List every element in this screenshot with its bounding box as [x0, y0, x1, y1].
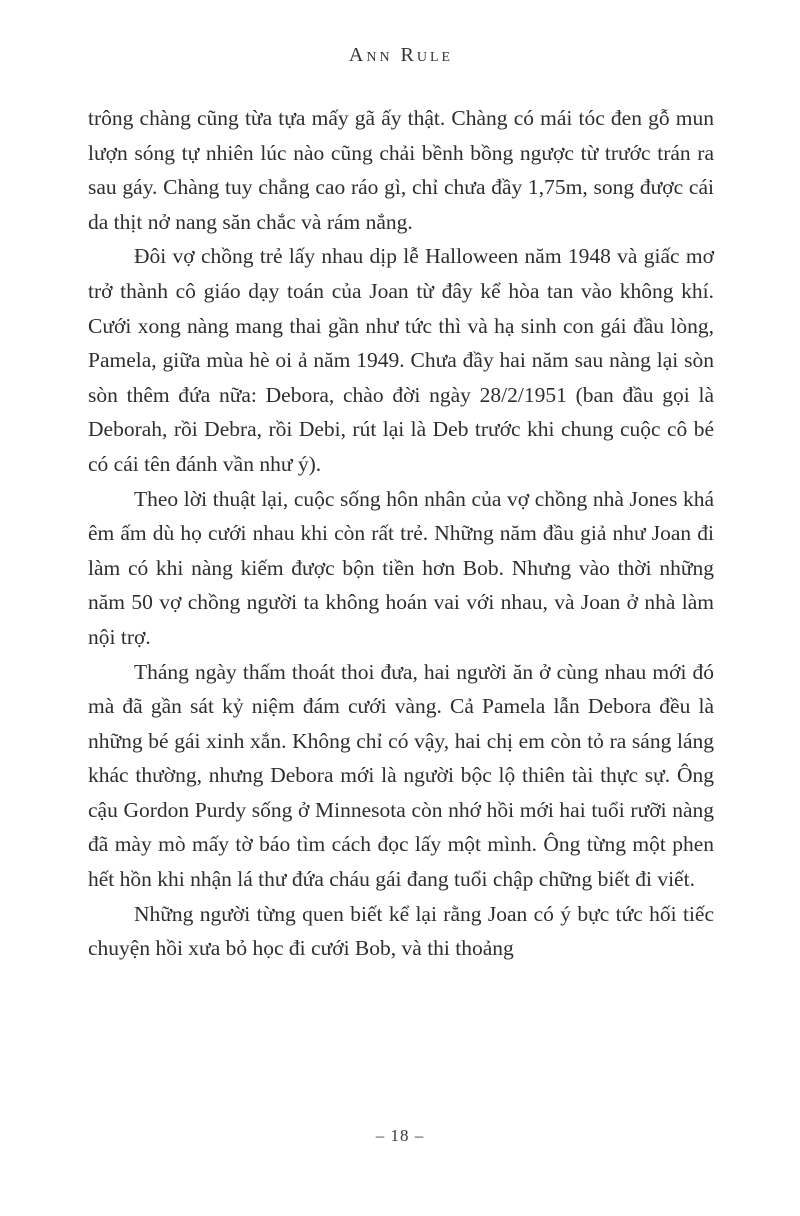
paragraph-5: Những người từng quen biết kể lại rằng Joan có ý bực tức hối tiếc chuyện hồi xưa bỏ học đi cưới Bob, và thi thoảng — [88, 901, 714, 961]
page-number: – 18 – — [375, 1126, 425, 1145]
paragraph-2: Đôi vợ chồng trẻ lấy nhau dịp lễ Halloween năm 1948 và giấc mơ trở thành cô giáo dạy toán của Joan từ đây kể hòa tan vào không khí. Cưới xong nàng mang thai gần như tức thì và hạ sinh con gái đầu lòng, Pamela, giữa mùa hè oi ả năm 1949. Chưa đầy hai năm sau nàng lại sòn sòn thêm đứa nữa: Debora, chào đời ngày 28/2/1951 (ban đầu gọi là Deborah, rồi Debra, rồi Debi, rút lại là Deb trước khi chung cuộc cô bé có cái tên đánh vần như ý). — [88, 244, 714, 476]
paragraph-4: Tháng ngày thấm thoát thoi đưa, hai người ăn ở cùng nhau mới đó mà đã gần sát kỷ niệm đám cưới vàng. Cả Pamela lẫn Debora đều là những bé gái xinh xắn. Không chỉ có vậy, hai chị em còn tỏ ra sáng láng khác thường, nhưng Debora mới là người bộc lộ thiên tài thực sự. Ông cậu Gordon Purdy sống ở Minnesota còn nhớ hồi mới hai tuổi rưỡi nàng đã mày mò mấy tờ báo tìm cách đọc lấy một mình. Ông từng một phen hết hồn khi nhận lá thư đứa cháu gái đang tuổi chập chững biết đi viết. — [88, 659, 714, 892]
paragraph-1: trông chàng cũng từa tựa mấy gã ấy thật. Chàng có mái tóc đen gỗ mun lượn sóng tự nhiên lúc nào cũng chải bềnh bồng ngược từ trước trán ra sau gáy. Chàng tuy chẳng cao ráo gì, chỉ chưa đầy 1,75m, song được cái da thịt nở nang săn chắc và rám nắng. — [88, 106, 714, 234]
body-text — [88, 101, 714, 966]
paragraph-3: Theo lời thuật lại, cuộc sống hôn nhân của vợ chồng nhà Jones khá êm ấm dù họ cưới nhau khi còn rất trẻ. Những năm đầu giả như Joan đi làm có khi nàng kiếm được bộn tiền hơn Bob. Nhưng vào thời những năm 50 vợ chồng người ta không hoán vai với nhau, và Joan ở nhà làm nội trợ. — [88, 486, 714, 649]
running-head: Ann Rule — [348, 44, 454, 66]
